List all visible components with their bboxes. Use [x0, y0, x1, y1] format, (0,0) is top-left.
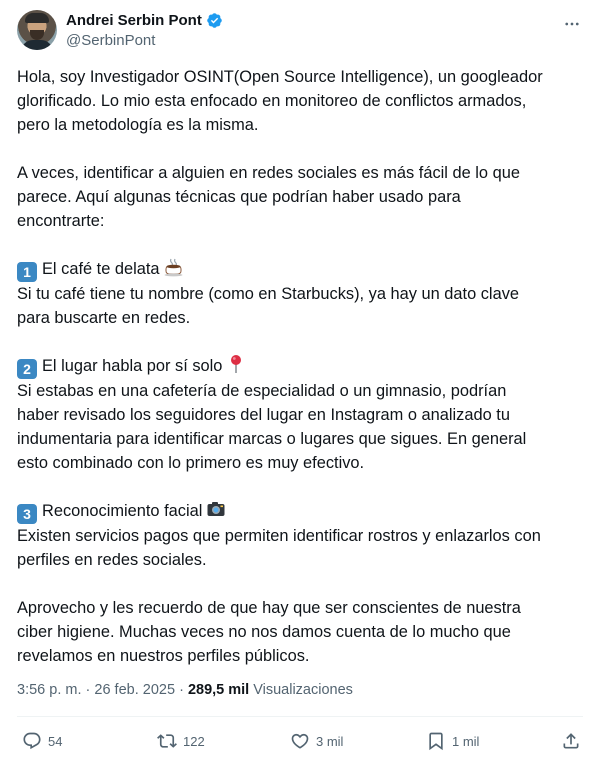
avatar[interactable] [17, 10, 57, 50]
avatar-cap [25, 13, 49, 23]
text-line: esto combinado con lo primero es muy efectivo. [17, 454, 365, 472]
views-count: 289,5 mil [187, 682, 250, 698]
section-title: Reconocimiento facial [42, 502, 203, 520]
repost-count: 122 [183, 733, 205, 749]
text-line: Si tu café tiene tu nombre (como en Starbucks), ya hay un dato clave [17, 285, 520, 303]
bookmark-button[interactable] [426, 731, 479, 751]
technique-section-3 [17, 499, 583, 572]
text-line: A veces, identificar a alguien en redes sociales es más fácil de lo que [17, 164, 520, 182]
text-line: Hola, soy Investigador OSINT(Open Source Intelligence), un googleador [17, 68, 543, 86]
text-line: glorificado. Lo mio esta enfocado en monitoreo de conflictos armados, [17, 92, 527, 110]
repost-icon [157, 731, 177, 751]
context-paragraph [17, 161, 583, 233]
section-heading [17, 354, 583, 379]
views-label: Visualizaciones [253, 682, 353, 698]
intro-paragraph [17, 65, 583, 137]
avatar-body [21, 40, 53, 50]
text-line: encontrarte: [17, 212, 105, 230]
closing-paragraph [17, 596, 583, 668]
tweet-date[interactable]: 26 feb. 2025 [94, 682, 176, 698]
text-line: revelamos en nuestros perfiles públicos. [17, 647, 310, 665]
technique-section-1 [17, 257, 583, 330]
text-line: perfiles en redes sociales. [17, 551, 207, 569]
author-name-row [66, 12, 223, 29]
like-button[interactable] [290, 731, 343, 751]
camera-icon [206, 499, 226, 519]
author-name[interactable]: Andrei Serbin Pont [66, 12, 202, 29]
technique-section-2 [17, 354, 583, 475]
reply-button[interactable] [22, 731, 62, 751]
text-line: pero la metodología es la misma. [17, 116, 259, 134]
text-line: para buscarte en redes. [17, 309, 191, 327]
avatar-beard [30, 30, 44, 40]
tweet-time[interactable]: 3:56 p. m. [17, 682, 82, 698]
section-heading [17, 257, 583, 282]
section-title: El lugar habla por sí solo [42, 357, 223, 375]
share-icon [561, 731, 581, 751]
verified-badge-icon[interactable] [206, 12, 223, 29]
author-handle[interactable]: @SerbinPont [66, 32, 156, 49]
pushpin-icon [226, 354, 246, 374]
text-line: Si estabas en una cafetería de especialidad o un gimnasio, podrían [17, 382, 507, 400]
tweet-meta [17, 682, 353, 698]
meta-separator: · [179, 682, 184, 698]
bookmark-count: 1 mil [452, 733, 480, 749]
section-heading [17, 499, 583, 524]
divider [17, 716, 583, 717]
keycap-three-icon: 3 [17, 504, 37, 524]
reply-icon [22, 731, 42, 751]
repost-button[interactable] [157, 731, 205, 751]
tweet-text [17, 65, 583, 692]
text-line: Aprovecho y les recuerdo de que hay que ser conscientes de nuestra [17, 599, 521, 617]
meta-separator: · [85, 682, 91, 698]
text-line: haber revisado los seguidores del lugar en Instagram o analizado tu [17, 406, 510, 424]
text-line: ciber higiene. Muchas veces no nos damos cuenta de lo mucho que [17, 623, 511, 641]
text-line: indumentaria para identificar marcas o lugares que sigues. En general [17, 430, 527, 448]
reply-count: 54 [48, 733, 63, 749]
share-button[interactable] [561, 731, 581, 751]
section-title: El café te delata [42, 260, 160, 278]
more-options-icon[interactable] [562, 14, 582, 34]
action-bar [0, 722, 600, 762]
bookmark-icon [426, 731, 446, 751]
keycap-two-icon: 2 [17, 359, 37, 379]
keycap-one-icon: 1 [17, 262, 37, 282]
text-line: Existen servicios pagos que permiten identificar rostros y enlazarlos con [17, 527, 541, 545]
heart-icon [290, 731, 310, 751]
text-line: parece. Aquí algunas técnicas que podrían haber usado para [17, 188, 461, 206]
coffee-icon [164, 257, 184, 277]
like-count: 3 mil [316, 733, 344, 749]
